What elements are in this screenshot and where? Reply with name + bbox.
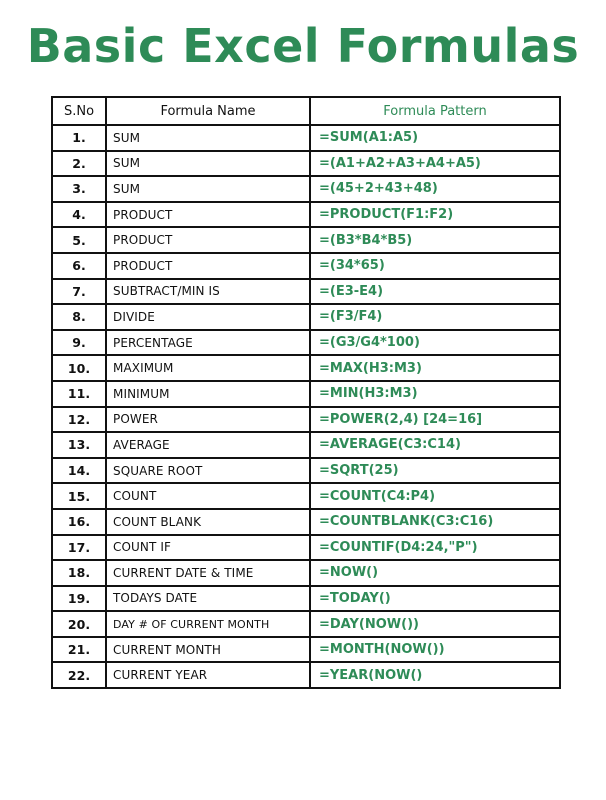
table-row xyxy=(52,560,560,586)
row-formula-name: DAY # OF CURRENT MONTH xyxy=(106,611,310,637)
row-formula-name: PRODUCT xyxy=(106,202,310,228)
row-formula-pattern: =DAY(NOW()) xyxy=(310,611,560,637)
header-formula-name: Formula Name xyxy=(106,97,310,125)
row-formula-pattern: =SUM(A1:A5) xyxy=(310,125,560,151)
row-sno: 11. xyxy=(52,381,106,407)
row-sno: 13. xyxy=(52,432,106,458)
row-sno: 8. xyxy=(52,304,106,330)
row-sno: 5. xyxy=(52,227,106,253)
row-formula-name: MINIMUM xyxy=(106,381,310,407)
row-formula-pattern: =MIN(H3:M3) xyxy=(310,381,560,407)
row-sno: 16. xyxy=(52,509,106,535)
table-row xyxy=(52,202,560,228)
table-row xyxy=(52,227,560,253)
row-sno: 1. xyxy=(52,125,106,151)
table-row xyxy=(52,151,560,177)
table-row xyxy=(52,355,560,381)
table-row xyxy=(52,662,560,688)
row-formula-pattern: =MAX(H3:M3) xyxy=(310,355,560,381)
row-formula-name: PRODUCT xyxy=(106,253,310,279)
table-row xyxy=(52,330,560,356)
formula-table xyxy=(51,96,561,689)
row-formula-pattern: =POWER(2,4) [24=16] xyxy=(310,407,560,433)
row-formula-name: CURRENT MONTH xyxy=(106,637,310,663)
row-formula-name: AVERAGE xyxy=(106,432,310,458)
table-row xyxy=(52,176,560,202)
table-row xyxy=(52,253,560,279)
row-formula-pattern: =PRODUCT(F1:F2) xyxy=(310,202,560,228)
row-formula-pattern: =NOW() xyxy=(310,560,560,586)
row-formula-pattern: =(F3/F4) xyxy=(310,304,560,330)
row-formula-name: PRODUCT xyxy=(106,227,310,253)
row-formula-name: DIVIDE xyxy=(106,304,310,330)
row-formula-pattern: =COUNTBLANK(C3:C16) xyxy=(310,509,560,535)
row-sno: 17. xyxy=(52,535,106,561)
row-formula-pattern: =COUNT(C4:P4) xyxy=(310,483,560,509)
row-formula-pattern: =(45+2+43+48) xyxy=(310,176,560,202)
row-formula-name: COUNT IF xyxy=(106,535,310,561)
row-sno: 6. xyxy=(52,253,106,279)
row-formula-pattern: =(G3/G4*100) xyxy=(310,330,560,356)
row-formula-name: PERCENTAGE xyxy=(106,330,310,356)
row-formula-pattern: =SQRT(25) xyxy=(310,458,560,484)
table-row xyxy=(52,611,560,637)
page-title: Basic Excel Formulas xyxy=(26,19,580,73)
row-formula-pattern: =(A1+A2+A3+A4+A5) xyxy=(310,151,560,177)
row-formula-pattern: =AVERAGE(C3:C14) xyxy=(310,432,560,458)
table-row xyxy=(52,535,560,561)
table-row xyxy=(52,125,560,151)
table-row xyxy=(52,304,560,330)
row-formula-name: TODAYS DATE xyxy=(106,586,310,612)
row-formula-name: SUM xyxy=(106,151,310,177)
row-formula-name: POWER xyxy=(106,407,310,433)
row-sno: 18. xyxy=(52,560,106,586)
header-formula-pattern: Formula Pattern xyxy=(310,97,560,125)
row-sno: 7. xyxy=(52,279,106,305)
table-row xyxy=(52,509,560,535)
row-formula-name: SQUARE ROOT xyxy=(106,458,310,484)
table-row xyxy=(52,458,560,484)
row-formula-name: SUM xyxy=(106,176,310,202)
row-formula-name: SUBTRACT/MIN IS xyxy=(106,279,310,305)
row-formula-name: COUNT xyxy=(106,483,310,509)
row-formula-name: CURRENT YEAR xyxy=(106,662,310,688)
row-formula-name: COUNT BLANK xyxy=(106,509,310,535)
table-row xyxy=(52,381,560,407)
row-formula-pattern: =(E3-E4) xyxy=(310,279,560,305)
row-formula-pattern: =TODAY() xyxy=(310,586,560,612)
table-header-row xyxy=(52,97,560,125)
table-row xyxy=(52,407,560,433)
row-sno: 4. xyxy=(52,202,106,228)
row-formula-name: SUM xyxy=(106,125,310,151)
row-sno: 20. xyxy=(52,611,106,637)
row-sno: 19. xyxy=(52,586,106,612)
table-row xyxy=(52,586,560,612)
row-sno: 9. xyxy=(52,330,106,356)
row-sno: 3. xyxy=(52,176,106,202)
row-formula-pattern: =COUNTIF(D4:24,"P") xyxy=(310,535,560,561)
row-sno: 22. xyxy=(52,662,106,688)
row-sno: 14. xyxy=(52,458,106,484)
row-sno: 10. xyxy=(52,355,106,381)
formula-table-container xyxy=(51,96,559,689)
row-formula-name: CURRENT DATE & TIME xyxy=(106,560,310,586)
row-formula-pattern: =MONTH(NOW()) xyxy=(310,637,560,663)
table-row xyxy=(52,432,560,458)
table-row xyxy=(52,637,560,663)
row-sno: 2. xyxy=(52,151,106,177)
row-formula-pattern: =(34*65) xyxy=(310,253,560,279)
row-sno: 12. xyxy=(52,407,106,433)
row-formula-name: MAXIMUM xyxy=(106,355,310,381)
row-sno: 15. xyxy=(52,483,106,509)
row-sno: 21. xyxy=(52,637,106,663)
table-row xyxy=(52,279,560,305)
table-row xyxy=(52,483,560,509)
header-sno: S.No xyxy=(52,97,106,125)
row-formula-pattern: =(B3*B4*B5) xyxy=(310,227,560,253)
row-formula-pattern: =YEAR(NOW() xyxy=(310,662,560,688)
